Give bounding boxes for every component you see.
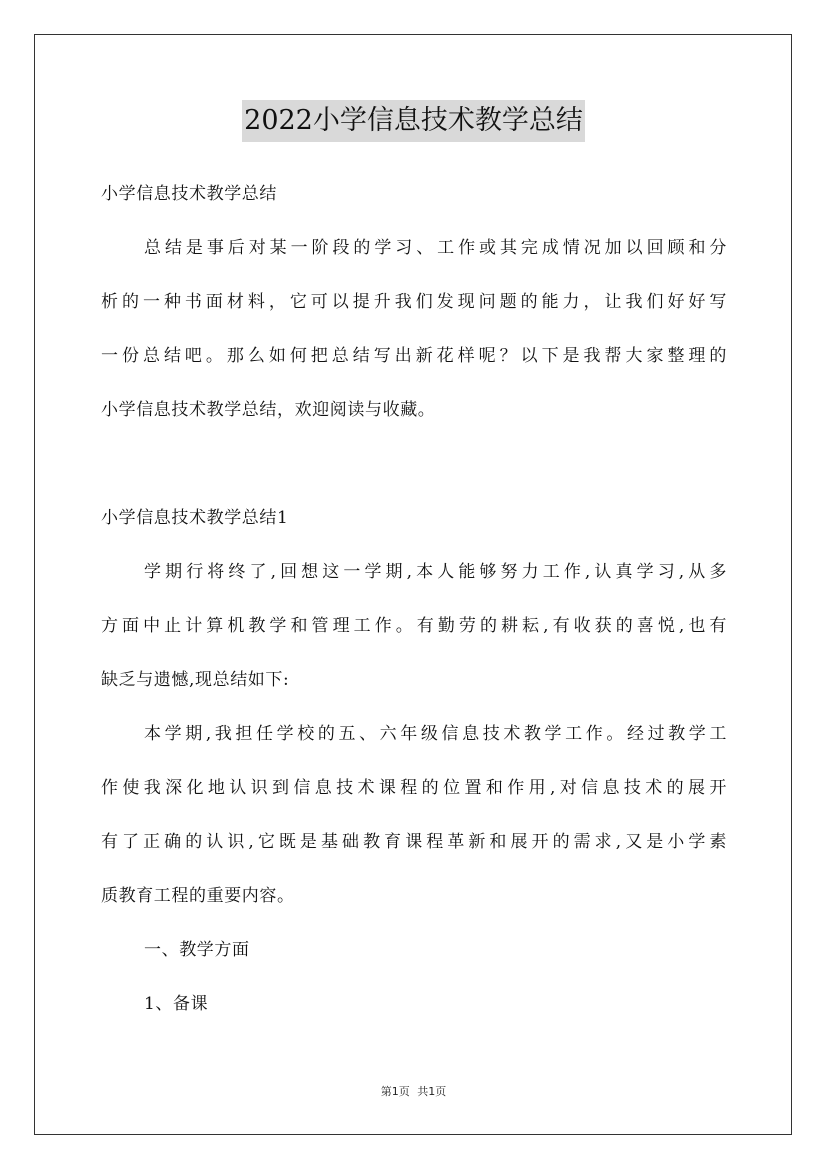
title-container (0, 100, 827, 142)
intro-line-3: 一份总结吧。那么如何把总结写出新花样呢？以下是我帮大家整理的 (101, 346, 727, 366)
para1-line-1: 学期行将终了,回想这一学期,本人能够努力工作,认真学习,从多 (144, 562, 727, 582)
para2-line-4: 质教育工程的重要内容。 (101, 886, 295, 906)
page-footer (0, 1083, 827, 1099)
document-body (101, 174, 727, 1038)
blank-line (101, 444, 727, 498)
para2-line-3: 有了正确的认识,它既是基础教育课程革新和展开的需求,又是小学素 (101, 832, 727, 852)
intro-line-4: 小学信息技术教学总结，欢迎阅读与收藏。 (101, 400, 436, 420)
subheading-lesson-prep: 1、备课 (144, 994, 209, 1014)
page-current: 第1页 (380, 1085, 410, 1098)
para1-line-3: 缺乏与遗憾,现总结如下: (101, 670, 290, 690)
subheading-teaching: 一、教学方面 (144, 940, 250, 960)
para2-line-1: 本学期,我担任学校的五、六年级信息技术教学工作。经过教学工 (144, 724, 727, 744)
para2-line-2: 作使我深化地认识到信息技术课程的位置和作用,对信息技术的展开 (101, 778, 727, 798)
intro-line-1: 总结是事后对某一阶段的学习、工作或其完成情况加以回顾和分 (144, 238, 727, 258)
para1-line-2: 方面中止计算机教学和管理工作。有勤劳的耕耘,有收获的喜悦,也有 (101, 616, 727, 636)
intro-line-2: 析的一种书面材料，它可以提升我们发现问题的能力，让我们好好写 (101, 292, 727, 312)
page-total: 共1页 (417, 1085, 447, 1098)
document-subtitle: 小学信息技术教学总结 (101, 184, 277, 204)
document-title: 2022小学信息技术教学总结 (242, 100, 585, 142)
section-heading: 小学信息技术教学总结1 (101, 508, 289, 528)
